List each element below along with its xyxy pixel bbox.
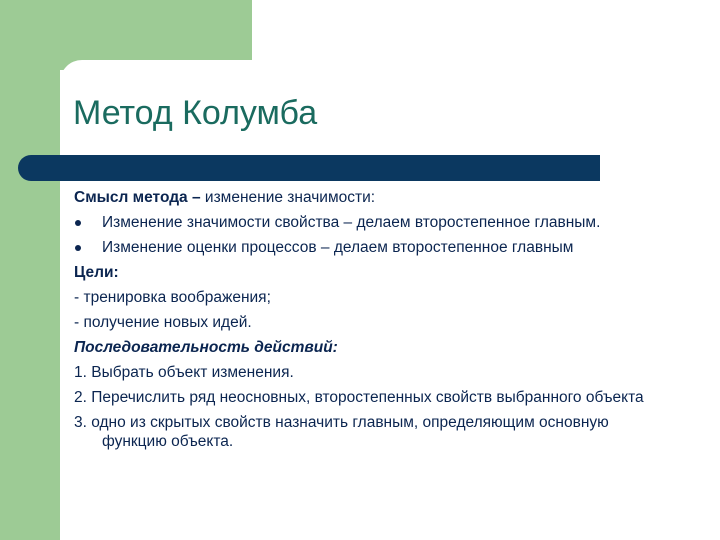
step-item: 1. Выбрать объект изменения. — [74, 364, 294, 381]
intro-line — [74, 188, 674, 207]
bullet-text: Изменение оценки процессов – делаем второстепенное главным — [102, 239, 574, 256]
title-divider-bar — [18, 155, 600, 181]
goals-heading: Цели: — [74, 264, 119, 281]
background-green-side — [0, 0, 60, 540]
bullet-item — [74, 238, 674, 257]
goal-item: - тренировка воображения; — [74, 289, 271, 306]
step-item: 3. одно из скрытых свойств назначить главным, определяющим основную функцию объекта. — [74, 414, 609, 450]
sequence-heading: Последовательность действий: — [74, 339, 338, 356]
slide-content — [74, 188, 674, 457]
step-item: 2. Перечислить ряд неосновных, второстепенных свойств выбранного объекта — [74, 389, 644, 406]
bullet-dot-icon — [75, 245, 81, 251]
goal-item: - получение новых идей. — [74, 314, 252, 331]
bullet-dot-icon — [75, 220, 81, 226]
bullet-item — [74, 213, 674, 232]
bullet-text: Изменение значимости свойства – делаем второстепенное главным. — [102, 214, 601, 231]
intro-bold-label: Смысл метода – — [74, 189, 205, 206]
slide-title: Метод Колумба — [73, 94, 318, 132]
intro-text: изменение значимости: — [204, 189, 376, 206]
